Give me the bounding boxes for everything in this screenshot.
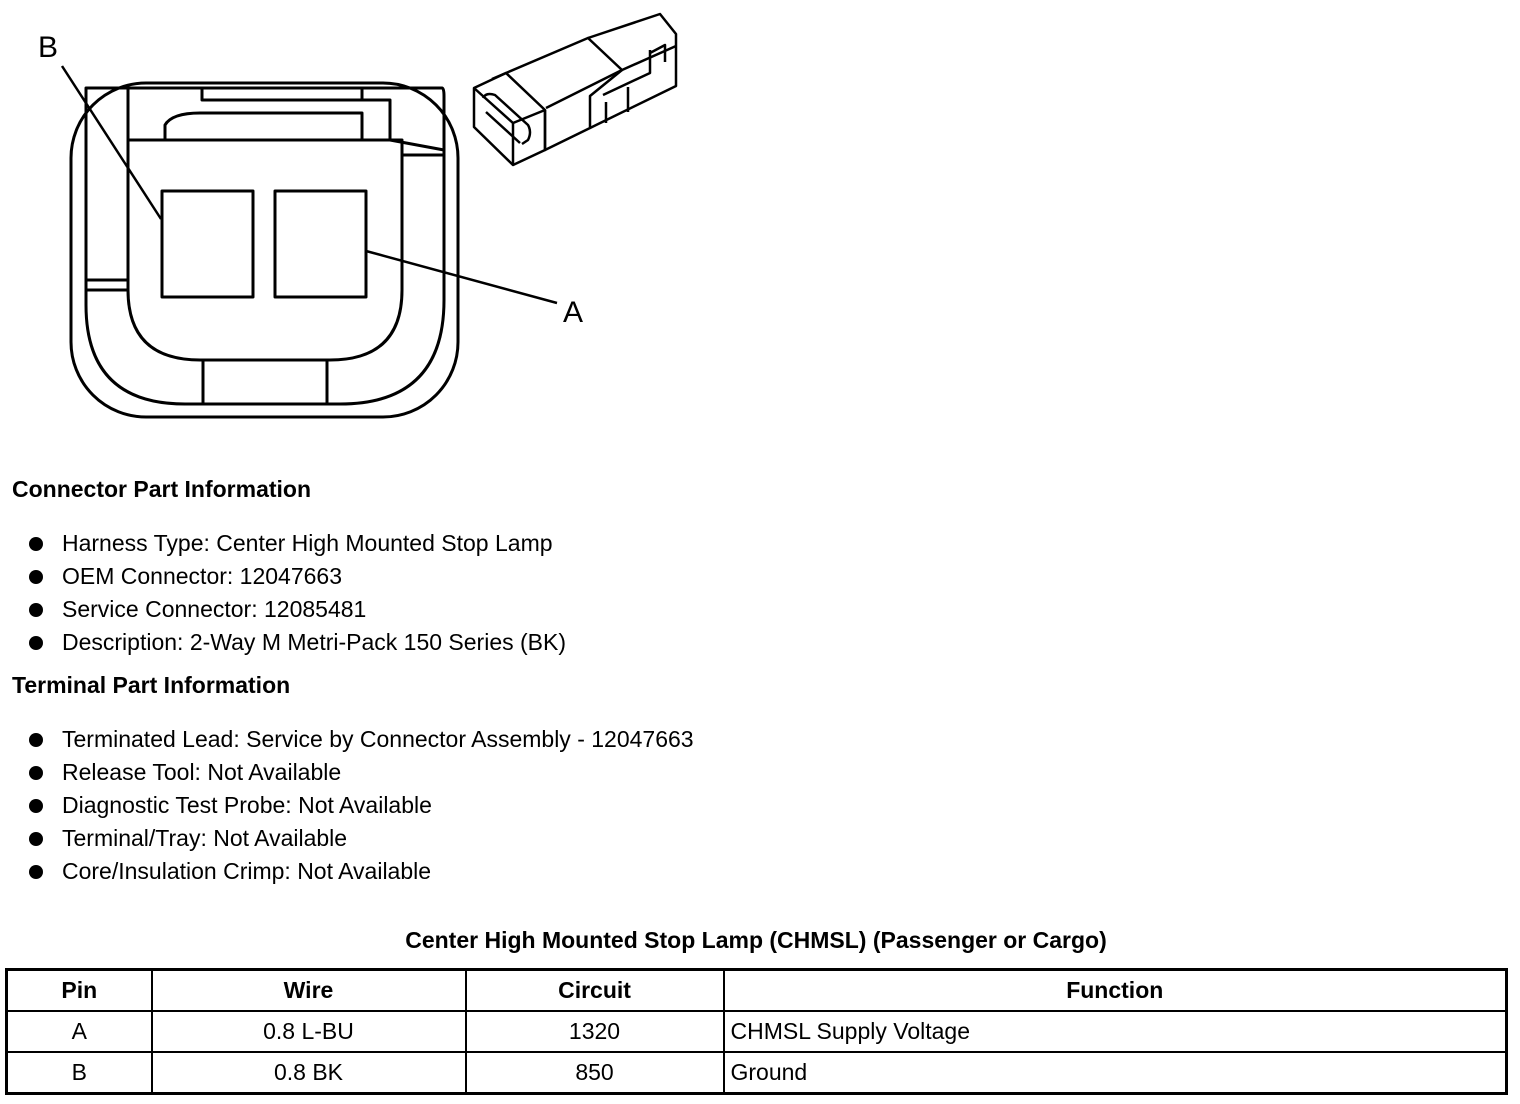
list-item [0, 855, 694, 888]
column-header-function: Function [724, 970, 1507, 1012]
list-item [0, 527, 566, 560]
column-header-pin: Pin [7, 970, 152, 1012]
connector-info-heading: Connector Part Information [12, 476, 312, 502]
cell-pin: B [7, 1052, 152, 1094]
list-item-text: Harness Type: Center High Mounted Stop Lamp [62, 530, 553, 556]
leader-line-a [366, 251, 557, 303]
cell-circuit: 1320 [466, 1011, 724, 1052]
cell-wire: 0.8 BK [152, 1052, 466, 1094]
list-item [0, 560, 566, 593]
callout-label-b: B [38, 31, 59, 64]
terminal-info-list [0, 723, 694, 888]
list-item-text: Release Tool: Not Available [62, 759, 342, 785]
bullet-icon [29, 832, 43, 846]
list-item-text: Service Connector: 12085481 [62, 596, 367, 622]
bullet-icon [29, 799, 43, 813]
list-item [0, 626, 566, 659]
cell-function: CHMSL Supply Voltage [724, 1011, 1507, 1052]
bullet-icon [29, 636, 43, 650]
bullet-icon [29, 766, 43, 780]
list-item-text: Terminated Lead: Service by Connector Assembly - 12047663 [62, 726, 694, 752]
list-item [0, 789, 694, 822]
connector-diagram [0, 0, 700, 440]
bullet-icon [29, 865, 43, 879]
list-item-text: Core/Insulation Crimp: Not Available [62, 858, 432, 884]
connector-left-wall [86, 280, 128, 290]
list-item-text: Terminal/Tray: Not Available [62, 825, 348, 851]
list-item [0, 593, 566, 626]
bullet-icon [29, 570, 43, 584]
column-header-circuit: Circuit [466, 970, 724, 1012]
list-item [0, 756, 694, 789]
list-item-text: Diagnostic Test Probe: Not Available [62, 792, 432, 818]
table-row [7, 1011, 1507, 1052]
table-header-row [7, 970, 1507, 1012]
terminal-info-heading: Terminal Part Information [12, 672, 291, 698]
list-item [0, 822, 694, 855]
connector-top-notch [128, 88, 362, 140]
cell-circuit: 850 [466, 1052, 724, 1094]
table-row [7, 1052, 1507, 1094]
connector-bottom-tab [203, 360, 327, 404]
list-item-text: OEM Connector: 12047663 [62, 563, 343, 589]
column-header-wire: Wire [152, 970, 466, 1012]
connector-info-list [0, 527, 566, 659]
bullet-icon [29, 603, 43, 617]
connector-iso-sketch [474, 14, 676, 165]
callout-label-a: A [563, 296, 584, 329]
cell-wire: 0.8 L-BU [152, 1011, 466, 1052]
bullet-icon [29, 537, 43, 551]
pin-table-title: Center High Mounted Stop Lamp (CHMSL) (Passenger or Cargo) [405, 927, 1107, 953]
list-item [0, 723, 694, 756]
connector-cavity [128, 140, 402, 360]
terminal-cavity-b [162, 191, 253, 297]
cell-pin: A [7, 1011, 152, 1052]
pin-table [5, 968, 1508, 1095]
terminal-cavity-a [275, 191, 366, 297]
bullet-icon [29, 733, 43, 747]
list-item-text: Description: 2-Way M Metri-Pack 150 Series (BK) [62, 629, 567, 655]
cell-function: Ground [724, 1052, 1507, 1094]
